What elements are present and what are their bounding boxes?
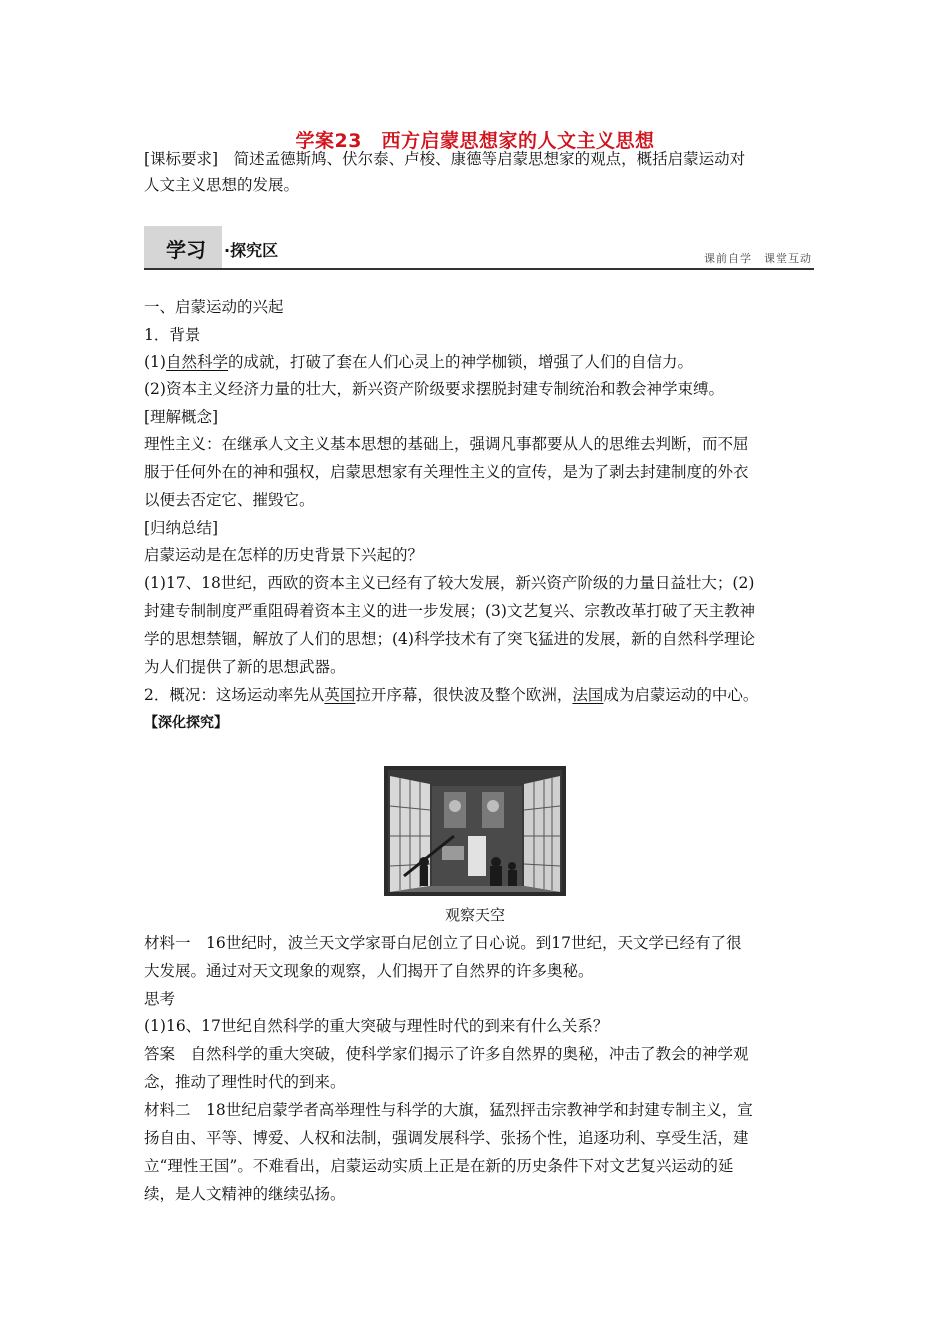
concept-line-2: 服于任何外在的神和强权，启蒙思想家有关理性主义的宣传，是为了剥去封建制度的外衣 — [144, 463, 749, 481]
section-heading: 一、启蒙运动的兴起 — [144, 298, 284, 316]
banner-subtitle: 课前自学 课堂互动 — [704, 252, 812, 265]
overview-part-2: 拉开序幕，很快波及整个欧洲， — [355, 686, 573, 704]
background-item-1 — [144, 349, 814, 375]
requirement-line-2: 人文主义思想的发展。 — [144, 176, 300, 194]
overview-part-3: 成为启蒙运动的中心。 — [603, 686, 759, 704]
background-item-2: (2)资本主义经济力量的壮大，新兴资产阶级要求摆脱封建专制统治和教会神学束缚。 — [144, 380, 724, 398]
banner-tab-label: 学习 — [166, 238, 206, 262]
item1-suffix: 的成就，打破了套在人们心灵上的神学枷锁，增强了人们的自信力。 — [227, 353, 693, 371]
deep-heading: 【深化探究】 — [144, 715, 228, 731]
banner-title: ·探究区 — [224, 241, 279, 260]
material-1-line-1: 材料一 16世纪时，波兰天文学家哥白尼创立了日心说。到17世纪，天文学已经有了很 — [144, 934, 742, 952]
overview-line — [144, 682, 814, 708]
material-2-line-4: 续，是人文精神的继续弘扬。 — [144, 1185, 346, 1203]
material-1-line-2: 大发展。通过对天文现象的观察，人们揭开了自然界的许多奥秘。 — [144, 962, 594, 980]
material-2-line-1: 材料二 18世纪启蒙学者高举理性与科学的大旗，猛烈抨击宗教神学和封建专制主义，宣 — [144, 1101, 753, 1119]
page-title: 学案23 西方启蒙思想家的人文主义思想 — [295, 130, 655, 152]
summary-answer-1: (1)17、18世纪，西欧的资本主义已经有了较大发展，新兴资产阶级的力量日益壮大；(2) — [144, 574, 755, 592]
concept-line-1: 理性主义：在继承人文主义基本思想的基础上，强调凡事都要从人的思维去判断，而不屈 — [144, 435, 749, 453]
summary-answer-4: 为人们提供了新的思想武器。 — [144, 658, 346, 676]
background-heading: 1．背景 — [144, 326, 201, 344]
think-label: 思考 — [144, 990, 176, 1008]
summary-answer-2: 封建专制制度严重阻碍着资本主义的进一步发展；(3)文艺复兴、宗教改革打破了天主教神 — [144, 602, 755, 620]
picture-caption: 观察天空 — [444, 906, 505, 924]
requirement-line-1: [课标要求] 简述孟德斯鸠、伏尔泰、卢梭、康德等启蒙思想家的观点，概括启蒙运动对 — [144, 150, 746, 168]
overview-england: 英国 — [324, 686, 356, 704]
overview-part-1: 2．概况：这场运动率先从 — [144, 686, 325, 704]
observatory-illustration — [384, 766, 566, 896]
concept-tag: [理解概念] — [144, 408, 219, 426]
summary-tag: [归纳总结] — [144, 519, 219, 537]
item1-prefix: (1) — [144, 353, 166, 371]
material-2-line-3: 立“理性王国”。不难看出，启蒙运动实质上正是在新的历史条件下对文艺复兴运动的延 — [144, 1157, 734, 1175]
banner-rule — [144, 268, 814, 270]
question-1: (1)16、17世纪自然科学的重大突破与理性时代的到来有什么关系？ — [144, 1017, 609, 1035]
summary-answer-3: 学的思想禁锢，解放了人们的思想；(4)科学技术有了突飞猛进的发展，新的自然科学理论 — [144, 630, 755, 648]
overview-france: 法国 — [572, 686, 604, 704]
item1-underlined: 自然科学 — [165, 353, 228, 371]
summary-question: 启蒙运动是在怎样的历史背景下兴起的？ — [144, 546, 424, 564]
answer-1-line-1: 答案 自然科学的重大突破，使科学家们揭示了许多自然界的奥秘，冲击了教会的神学观 — [144, 1045, 749, 1063]
concept-line-3: 以便去否定它、摧毁它。 — [144, 491, 315, 509]
material-2-line-2: 扬自由、平等、博爱、人权和法制，强调发展科学、张扬个性，追逐功利、享受生活，建 — [144, 1129, 749, 1147]
section-banner — [144, 226, 814, 270]
answer-1-line-2: 念，推动了理性时代的到来。 — [144, 1073, 346, 1091]
